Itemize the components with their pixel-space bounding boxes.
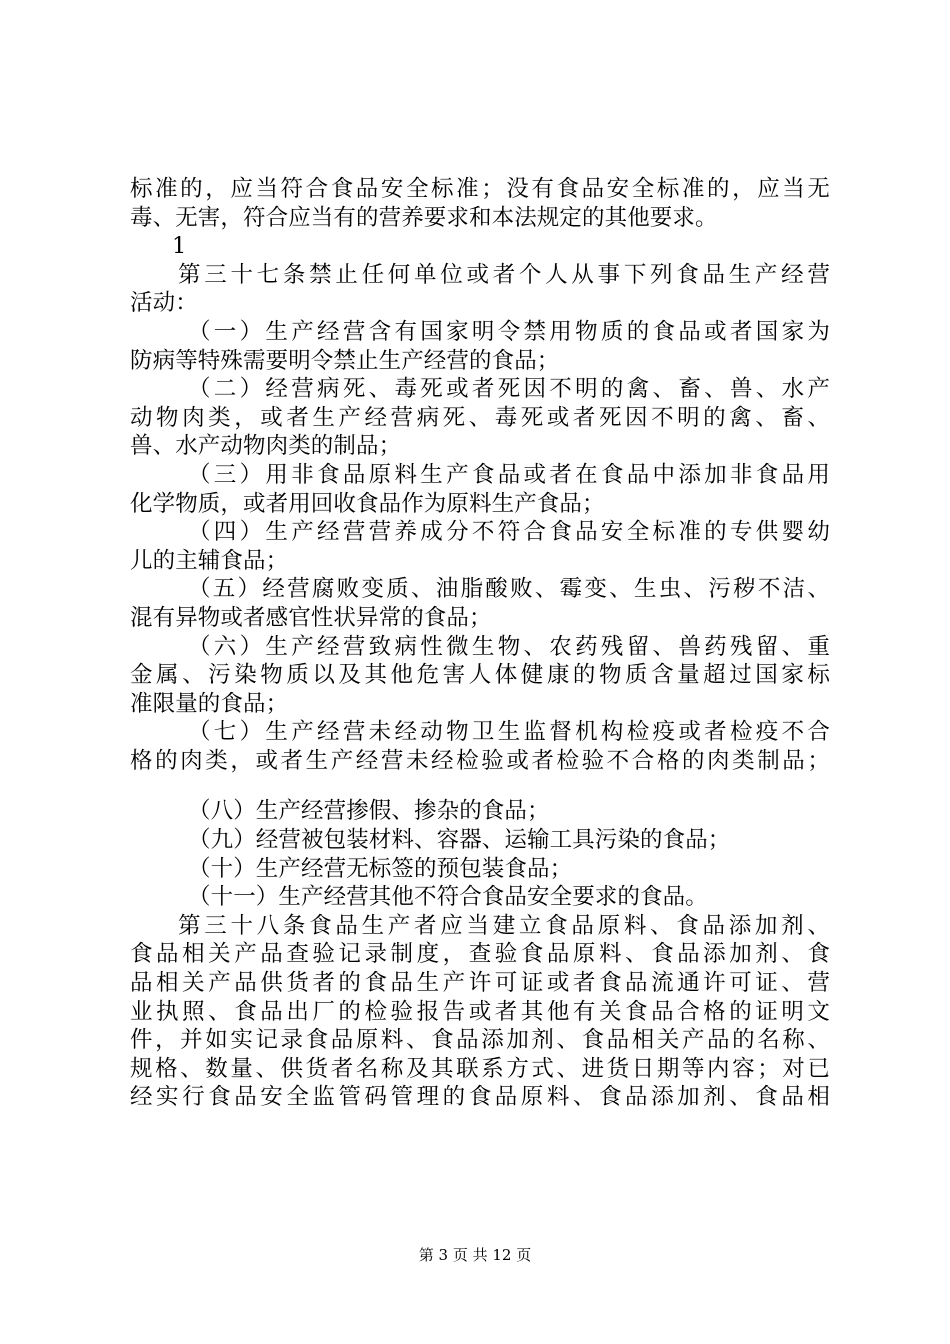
- text-line: 业执照、食品出厂的检验报告或者其他有关食品合格的证明文: [130, 998, 830, 1025]
- text-line: （九）经营被包装材料、容器、运输工具污染的食品；: [188, 827, 731, 854]
- text-line: 食品相关产品查验记录制度，查验食品原料、食品添加剂、食: [130, 941, 830, 968]
- text-line: 件，并如实记录食品原料、食品添加剂、食品相关产品的名称、: [130, 1027, 830, 1054]
- blank-line: [130, 775, 830, 797]
- text-line: 准限量的食品；: [130, 690, 289, 717]
- text-line: （三）用非食品原料生产食品或者在食品中添加非食品用: [188, 461, 830, 488]
- text-line: 格的肉类，或者生产经营未经检验或者检验不合格的肉类制品；: [130, 747, 830, 774]
- text-line: （二）经营病死、毒死或者死因不明的禽、畜、兽、水产: [188, 376, 830, 403]
- text-line: 活动：: [130, 290, 198, 317]
- page-footer: 第 3 页 共 12 页: [418, 1246, 532, 1264]
- text-line: 防病等特殊需要明令禁止生产经营的食品；: [130, 347, 560, 374]
- text-line: （一）生产经营含有国家明令禁用物质的食品或者国家为: [188, 318, 830, 345]
- text-line: （十）生产经营无标签的预包装食品；: [188, 855, 573, 882]
- text-line: （四）生产经营营养成分不符合食品安全标准的专供婴幼: [188, 519, 830, 546]
- text-line: 动物肉类，或者生产经营病死、毒死或者死因不明的禽、畜、: [130, 404, 830, 431]
- text-line: 儿的主辅食品；: [130, 547, 289, 574]
- text-line: 第三十八条食品生产者应当建立食品原料、食品添加剂、: [178, 912, 830, 939]
- text-line: 兽、水产动物肉类的制品；: [130, 433, 402, 460]
- text-line: 金属、污染物质以及其他危害人体健康的物质含量超过国家标: [130, 662, 830, 689]
- text-line: 标准的，应当符合食品安全标准；没有食品安全标准的，应当无: [130, 176, 830, 202]
- text-line: 毒、无害，符合应当有的营养要求和本法规定的其他要求。: [130, 204, 718, 231]
- text-line: 化学物质，或者用回收食品作为原料生产食品；: [130, 490, 605, 517]
- text-line: （十一）生产经营其他不符合食品安全要求的食品。: [188, 884, 708, 911]
- text-line: （七）生产经营未经动物卫生监督机构检疫或者检疫不合: [188, 719, 830, 746]
- text-line: （五）经营腐败变质、油脂酸败、霉变、生虫、污秽不洁、: [188, 576, 830, 603]
- page-marker: 1: [172, 233, 187, 260]
- document-body: [130, 175, 830, 1112]
- text-line: （六）生产经营致病性微生物、农药残留、兽药残留、重: [188, 633, 830, 660]
- text-line: 规格、数量、供货者名称及其联系方式、进货日期等内容；对已: [130, 1055, 830, 1082]
- text-line: （八）生产经营掺假、掺杂的食品；: [188, 798, 550, 825]
- text-line: 经实行食品安全监管码管理的食品原料、食品添加剂、食品相: [130, 1084, 830, 1111]
- text-line: 品相关产品供货者的食品生产许可证或者食品流通许可证、营: [130, 970, 830, 997]
- text-line: 混有异物或者感官性状异常的食品；: [130, 604, 492, 631]
- text-line: 第三十七条禁止任何单位或者个人从事下列食品生产经营: [178, 261, 830, 288]
